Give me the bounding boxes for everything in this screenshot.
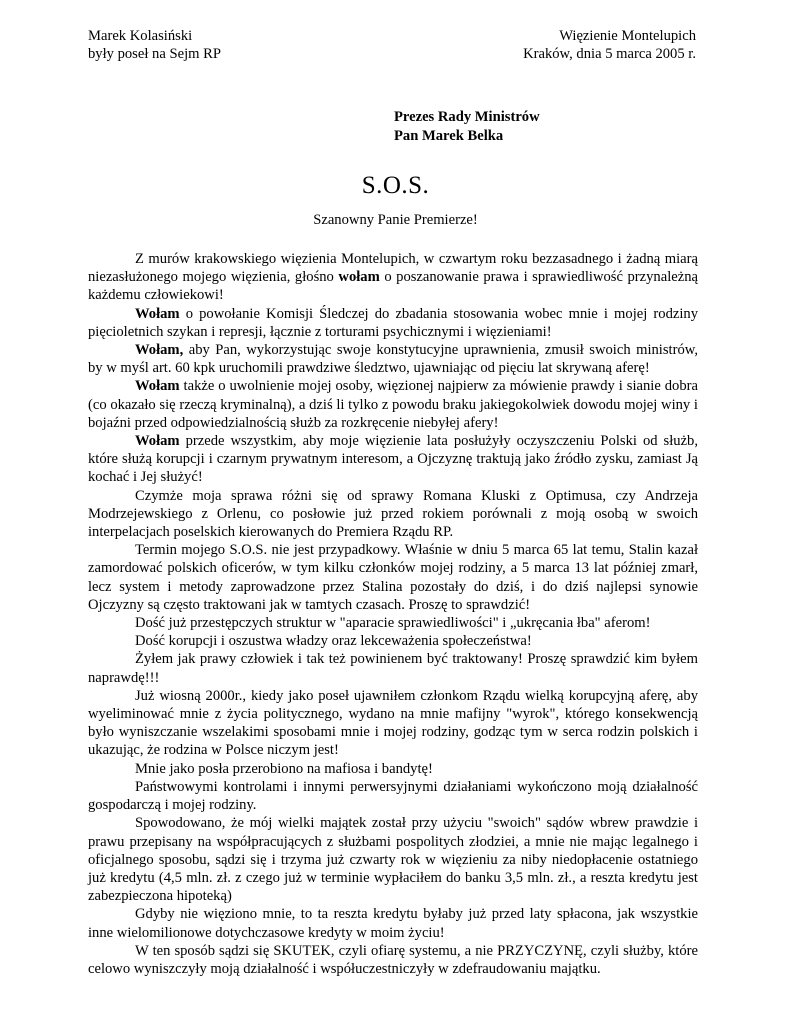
letter-title: S.O.S.: [361, 172, 430, 199]
paragraph: Wołam przede wszystkim, aby moje więzienie lata posłużyły oczyszczeniu Polski od służb, które służą korupcji i czarnym prywatnym interesom, a Ojczyznę traktują jako źródło zysku, zamiast Ją kochać i Jej służyć!: [88, 433, 698, 486]
letter-date: Kraków, dnia 5 marca 2005 r.: [523, 46, 696, 62]
recipient-name: Pan Marek Belka: [394, 128, 504, 144]
sender-location: Więzienie Montelupich: [559, 28, 696, 44]
paragraph: Żyłem jak prawy człowiek i tak też powinienem być traktowany! Proszę sprawdzić kim byłem naprawdę!!!: [88, 651, 698, 686]
place-date-block: [523, 27, 696, 63]
sender-block: [88, 27, 221, 63]
paragraph: W ten sposób sądzi się SKUTEK, czyli ofiarę systemu, a nie PRZYCZYNĘ, czyli służby, które celowo wyniszczyły moją działalność i współuczestniczyły w zdefraudowaniu majątku.: [88, 942, 698, 977]
paragraph: Termin mojego S.O.S. nie jest przypadkowy. Właśnie w dniu 5 marca 65 lat temu, Stalin kazał zamordować polskich oficerów, w tym kilku członków mojej rodziny, a 5 marca 13 lat później zmarł, lecz system i metody zaprowadzone przez Stalina pozostały do dziś, i do dziś najlepsi synowie Ojczyzny są często traktowani jak w tamtych czasach. Proszę to sprawdzić!: [88, 542, 698, 613]
paragraph: Mnie jako posła przerobiono na mafiosa i bandytę!: [135, 760, 433, 777]
paragraph: Spowodowano, że mój wielki majątek został przy użyciu "swoich" sądów wbrew prawdzie i prawu przepisany na współpracujących z służbami pospolitych złodziei, a mnie nie mając legalnego i oficjalnego sposobu, sądzi się i trzyma już czwarty rok w więzieniu za niby niedopłacenie ostatniego już kredytu (4,5 mln. zł. z czego już w terminie wypłaciłem do banku 3,5 mln. zł., a reszta kredytu jest zabezpieczona hipoteką): [88, 815, 698, 905]
recipient-block: [394, 108, 540, 146]
paragraph: Dość już przestępczych struktur w "aparacie sprawiedliwości" i „ukręcania łba" aferom!: [135, 615, 651, 632]
salutation: Szanowny Panie Premierze!: [313, 212, 478, 228]
paragraph: Wołam także o uwolnienie mojej osoby, więzionej najpierw za mówienie prawdy i sianie dobra (co okazało się rzeczą kryminalną), a dziś li tylko z powodu braku jakiegokolwiek dowodu mojej winy i bojaźni przed odpowiedzialnością służb za rozkręcenie niebyłej afery!: [88, 378, 698, 431]
paragraph: Już wiosną 2000r., kiedy jako poseł ujawniłem członkom Rządu wielką korupcyjną aferę, aby wyeliminować mnie z życia politycznego, wydano na mnie mafijny "wyrok", którego konsekwencją było wyniszczanie wszelakimi sposobami mnie i mojej rodziny, godząc tym w serca rodzin polskich i ukazując, że rodzina w Polsce niczym jest!: [88, 687, 698, 759]
paragraph: Gdyby nie więziono mnie, to ta reszta kredytu byłaby już przed laty spłacona, jak wszystkie inne wielomilionowe dotychczasowe kredyty w moim życiu!: [88, 906, 698, 941]
paragraph: Z murów krakowskiego więzienia Montelupich, w czwartym roku bezzasadnego i żadną miarą niezasłużonego mojego więzienia, głośno wołam o poszanowanie prawa i sprawiedliwość przynależną każdemu człowiekowi!: [88, 251, 698, 304]
paragraph: Państwowymi kontrolami i innymi perwersyjnymi działaniami wykończono moją działalność gospodarczą i mojej rodziny.: [88, 778, 698, 814]
letter-body: [88, 250, 698, 978]
sender-name: Marek Kolasiński: [88, 28, 193, 44]
paragraph: Wołam, aby Pan, wykorzystując swoje konstytucyjne uprawnienia, zmusił swoich ministrów, by w myśl art. 60 kpk uruchomili prawdziwe śledztwo, ujawniając od pięciu lat skrywaną aferę!: [88, 342, 698, 377]
paragraph: Wołam o powołanie Komisji Śledczej do zbadania stosowania wobec mnie i mojej rodziny pięcioletnich szykan i represji, łącznie z torturami psychicznymi i więzieniami!: [88, 305, 698, 340]
paragraph: Dość korupcji i oszustwa władzy oraz lekceważenia społeczeństwa!: [135, 633, 532, 650]
sender-title: były poseł na Sejm RP: [88, 46, 221, 62]
paragraph: Czymże moja sprawa różni się od sprawy Romana Kluski z Optimusa, czy Andrzeja Modrzejewskiego z Orlenu, co posłowie już przed rokiem porównali z moją osobą w swoich interpelacjach poselskich kierowanych do Premiera Rządu RP.: [88, 487, 698, 541]
recipient-office: Prezes Rady Ministrów: [394, 109, 540, 125]
